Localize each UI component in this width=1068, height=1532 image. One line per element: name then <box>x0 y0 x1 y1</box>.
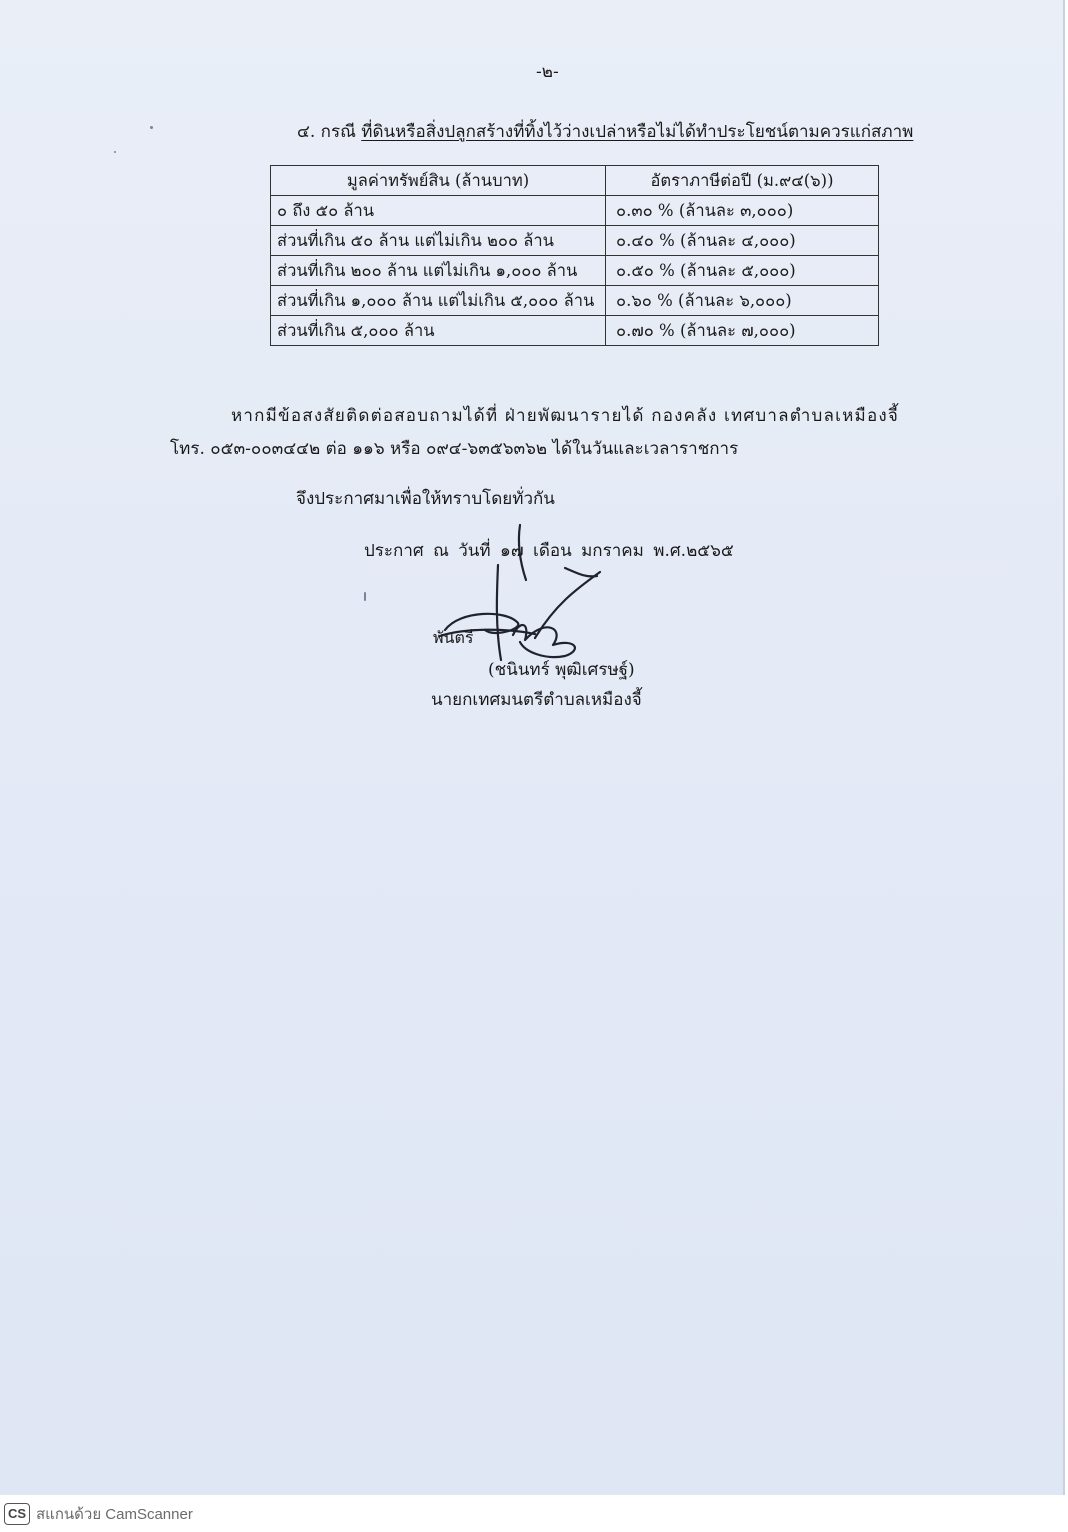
contact-info-line-1: หากมีข้อสงสัยติดต่อสอบถามได้ที่ ฝ่ายพัฒนารายได้ กองคลัง เทศบาลตำบลเหมืองจี้ <box>231 406 900 426</box>
announcement-date: ประกาศ ณ วันที่ ๑๗ เดือน มกราคม พ.ศ.๒๕๖๕ <box>364 541 734 561</box>
cell-rate: ๐.๖๐ % (ล้านละ ๖,๐๐๐) <box>606 286 879 316</box>
cell-rate: ๐.๕๐ % (ล้านละ ๕,๐๐๐) <box>606 256 879 286</box>
table-row <box>271 286 879 316</box>
announcement-text: จึงประกาศมาเพื่อให้ทราบโดยทั่วกัน <box>296 489 555 509</box>
scan-speck <box>364 592 366 601</box>
cell-rate: ๐.๓๐ % (ล้านละ ๓,๐๐๐) <box>606 196 879 226</box>
table-row <box>271 226 879 256</box>
signer-name: (ชนินทร์ พุฒิเศรษฐ์) <box>488 660 635 680</box>
table-row <box>271 256 879 286</box>
cell-value-range: ส่วนที่เกิน ๑,๐๐๐ ล้าน แต่ไม่เกิน ๕,๐๐๐ ล้าน <box>271 286 606 316</box>
scan-speck <box>150 126 153 129</box>
table-header-row <box>271 166 879 196</box>
cell-rate: ๐.๗๐ % (ล้านละ ๗,๐๐๐) <box>606 316 879 346</box>
section-prefix: ๔. กรณี <box>297 122 356 142</box>
signer-title: นายกเทศมนตรีตำบลเหมืองจี้ <box>431 690 642 710</box>
cell-value-range: ๐ ถึง ๕๐ ล้าน <box>271 196 606 226</box>
table-row <box>271 196 879 226</box>
scanner-footer <box>0 1495 1068 1532</box>
column-header-value: มูลค่าทรัพย์สิน (ล้านบาท) <box>271 166 606 196</box>
signer-rank: พันตรี <box>433 628 474 647</box>
cell-value-range: ส่วนที่เกิน ๒๐๐ ล้าน แต่ไม่เกิน ๑,๐๐๐ ล้าน <box>271 256 606 286</box>
contact-info-line-2: โทร. ๐๕๓-๐๐๓๔๔๒ ต่อ ๑๑๖ หรือ ๐๙๔-๖๓๕๖๓๖๒ ได้ในวันและเวลาราชการ <box>170 439 739 459</box>
section-topic: ที่ดินหรือสิ่งปลูกสร้างที่ทิ้งไว้ว่างเปล่าหรือไม่ได้ทำประโยชน์ตามควรแก่สภาพ <box>361 122 914 142</box>
tax-rate-table <box>270 165 879 346</box>
table-row <box>271 316 879 346</box>
scan-speck <box>114 151 116 153</box>
cell-value-range: ส่วนที่เกิน ๕,๐๐๐ ล้าน <box>271 316 606 346</box>
cell-value-range: ส่วนที่เกิน ๕๐ ล้าน แต่ไม่เกิน ๒๐๐ ล้าน <box>271 226 606 256</box>
section-heading <box>297 118 913 145</box>
scanner-watermark-text: สแกนด้วย CamScanner <box>36 1505 193 1523</box>
cell-rate: ๐.๔๐ % (ล้านละ ๔,๐๐๐) <box>606 226 879 256</box>
camscanner-logo-icon: CS <box>4 1503 30 1525</box>
column-header-rate: อัตราภาษีต่อปี (ม.๙๔(๖)) <box>606 166 879 196</box>
page-number: -๒- <box>536 62 559 82</box>
